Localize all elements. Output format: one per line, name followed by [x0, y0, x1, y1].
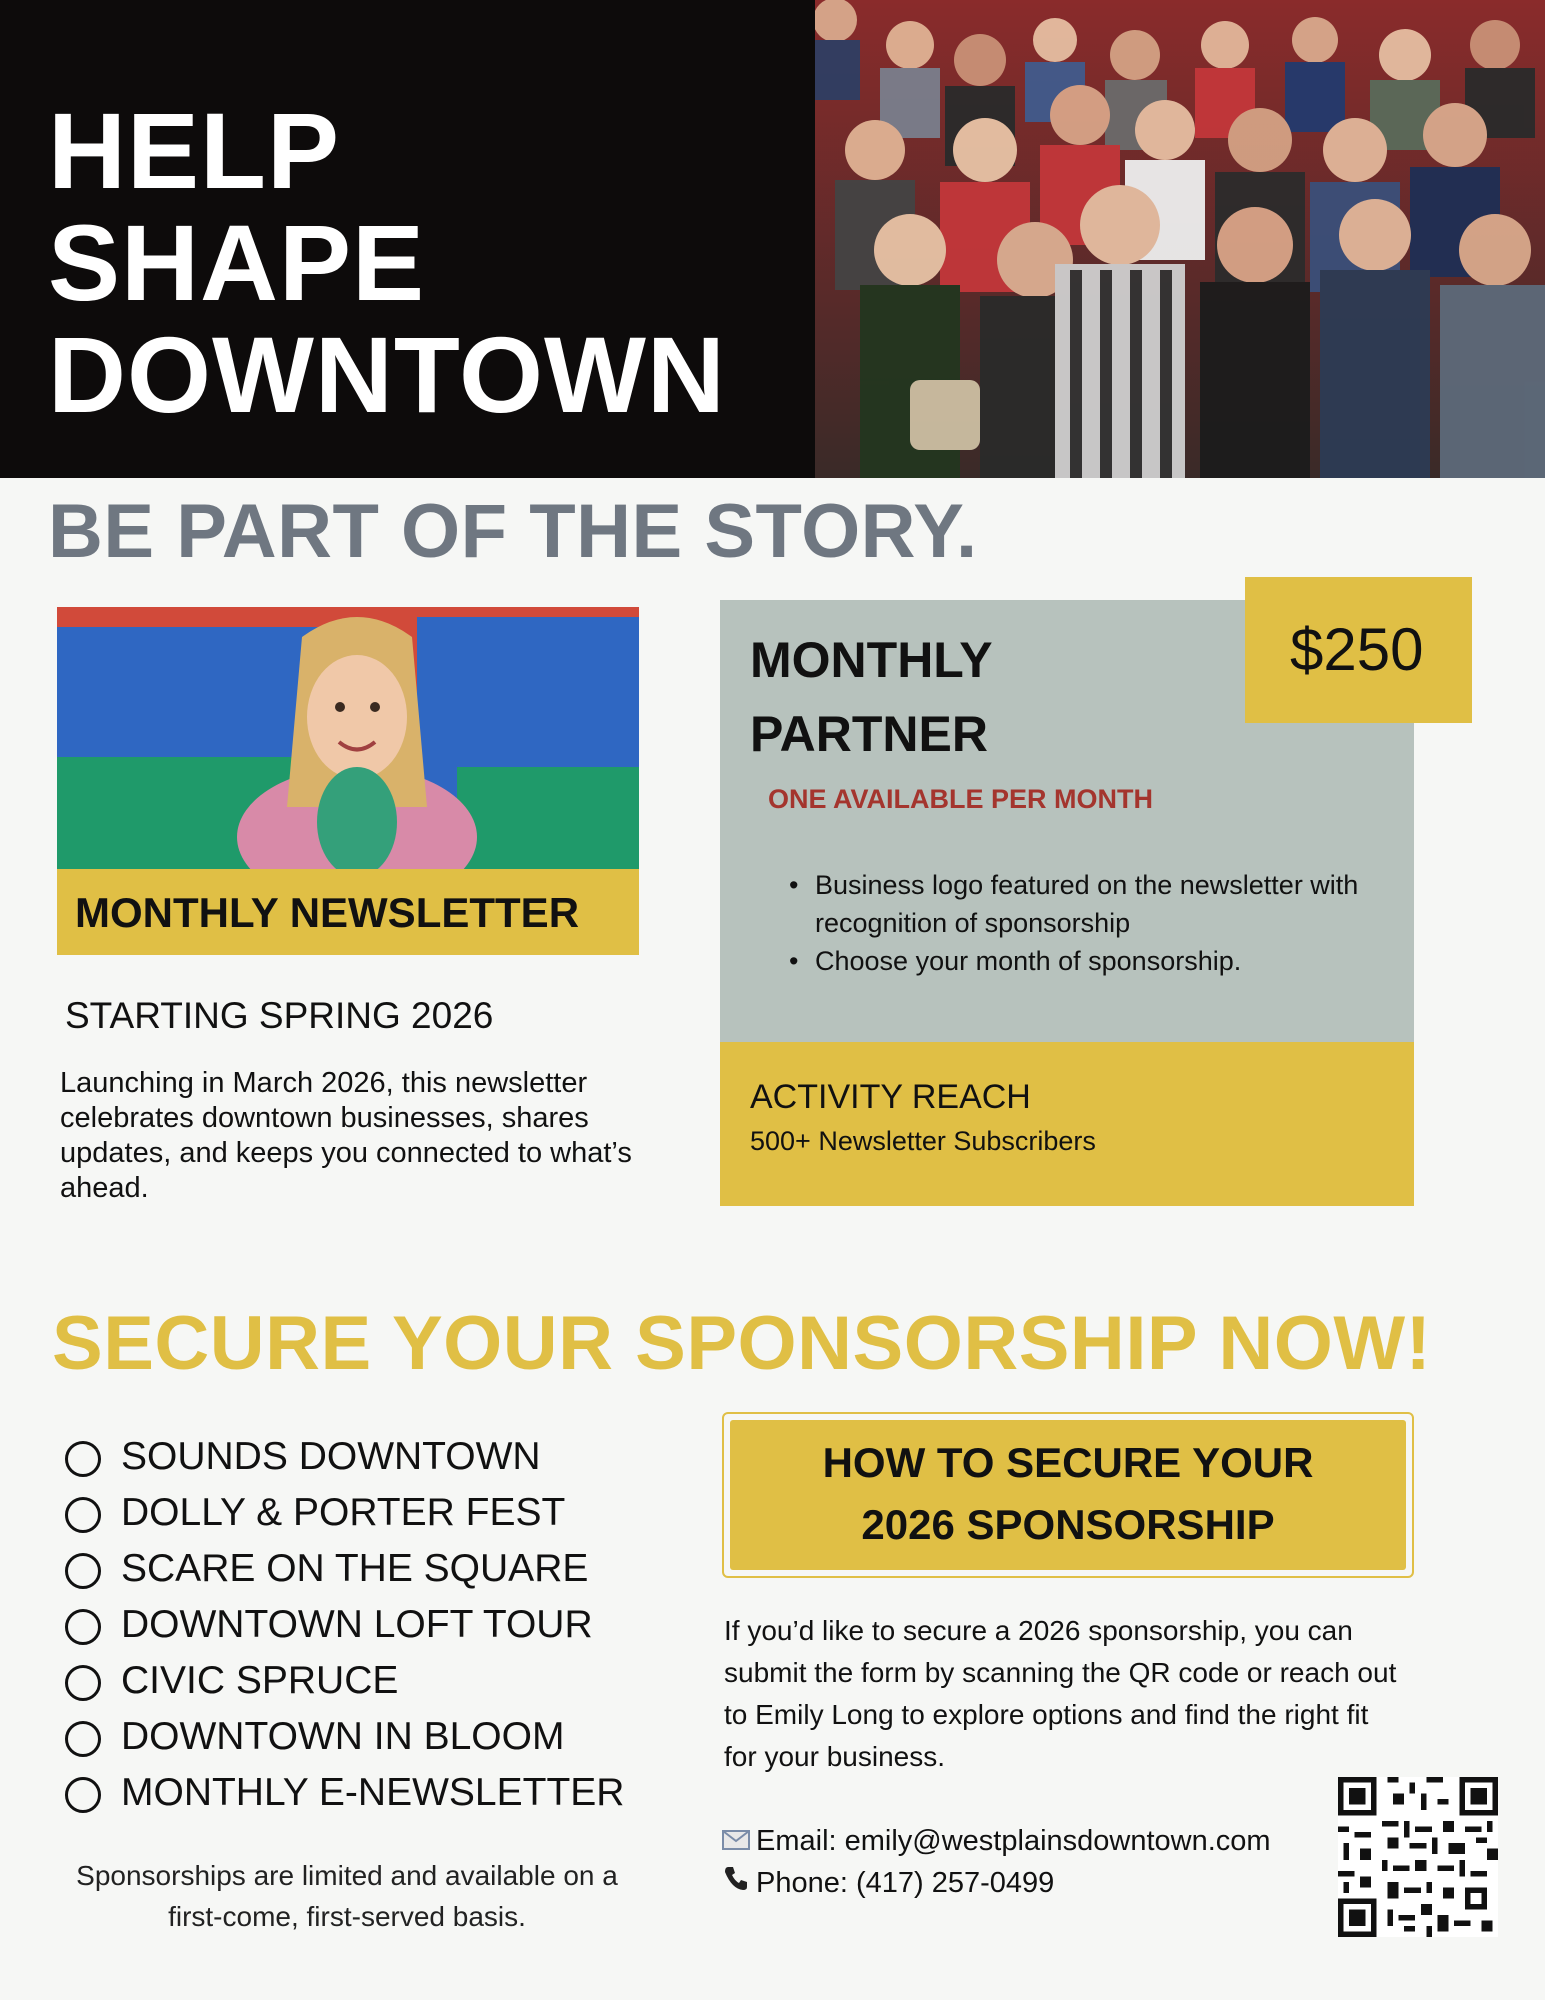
benefit-item: • Business logo featured on the newsletter with recognition of sponsorship [815, 866, 1405, 942]
partner-title [750, 623, 993, 771]
availability-note: ONE AVAILABLE PER MONTH [768, 784, 1154, 814]
event-label: DOLLY & PORTER FEST [121, 1491, 566, 1534]
contact-phone-row[interactable] [722, 1862, 1271, 1904]
hero-title-line: DOWNTOWN [48, 314, 726, 435]
activity-reach-box [720, 1042, 1414, 1206]
radio-icon[interactable] [65, 1441, 101, 1477]
price-label: $250 [1290, 616, 1424, 683]
limited-availability-note: Sponsorships are limited and available on a first-come, first-served basis. [76, 1860, 618, 1932]
event-label: MONTHLY E-NEWSLETTER [121, 1771, 625, 1814]
benefits-list [815, 866, 1405, 980]
cta-heading: SECURE YOUR SPONSORSHIP NOW! [52, 1301, 1432, 1386]
radio-icon[interactable] [65, 1553, 101, 1589]
event-label: SCARE ON THE SQUARE [121, 1547, 589, 1590]
tagline: BE PART OF THE STORY. [48, 489, 978, 574]
newsletter-photo-illustration [57, 607, 639, 869]
crowd-photo-illustration [815, 0, 1545, 478]
event-label: DOWNTOWN LOFT TOUR [121, 1603, 593, 1646]
qr-code[interactable] [1338, 1777, 1498, 1937]
hero-title-line: SHAPE [48, 202, 426, 323]
envelope-icon [722, 1820, 756, 1862]
phone-icon [722, 1862, 756, 1904]
partner-title-line: PARTNER [750, 706, 988, 762]
radio-icon[interactable] [65, 1609, 101, 1645]
price-badge [1245, 577, 1472, 723]
newsletter-description: Launching in March 2026, this newsletter celebrates downtown businesses, shares updates, and keeps you connected to what’s ahead. [60, 1067, 632, 1204]
activity-reach-label: ACTIVITY REACH [750, 1078, 1031, 1116]
howto-body: If you’d like to secure a 2026 sponsorship, you can submit the form by scanning the QR code or reach out to Emily Long to explore options and find the right fit for your business. [724, 1615, 1397, 1772]
hero-title-line: HELP [48, 90, 341, 211]
howto-title-line: 2026 SPONSORSHIP [861, 1501, 1275, 1548]
radio-icon[interactable] [65, 1665, 101, 1701]
crowd-photo [815, 0, 1545, 478]
contact-email-row[interactable] [722, 1820, 1271, 1862]
contact-info [722, 1820, 1271, 1904]
radio-icon[interactable] [65, 1777, 101, 1813]
howto-title-line: HOW TO SECURE YOUR [822, 1439, 1314, 1486]
partner-title-line: MONTHLY [750, 632, 993, 688]
howto-title [730, 1432, 1406, 1556]
event-label: CIVIC SPRUCE [121, 1659, 399, 1702]
newsletter-photo [57, 607, 639, 869]
radio-icon[interactable] [65, 1497, 101, 1533]
contact-phone[interactable]: Phone: (417) 257-0499 [756, 1867, 1055, 1899]
activity-reach-value: 500+ Newsletter Subscribers [750, 1126, 1096, 1156]
contact-email[interactable]: Email: emily@westplainsdowntown.com [756, 1825, 1271, 1857]
radio-icon[interactable] [65, 1721, 101, 1757]
event-label: DOWNTOWN IN BLOOM [121, 1715, 565, 1758]
benefit-item: • Choose your month of sponsorship. [815, 942, 1405, 980]
newsletter-banner-label: MONTHLY NEWSLETTER [75, 889, 580, 936]
qr-code-graphic [1338, 1777, 1498, 1937]
event-label: SOUNDS DOWNTOWN [121, 1435, 541, 1478]
newsletter-start-date: STARTING SPRING 2026 [65, 995, 494, 1036]
hero-title [48, 90, 726, 435]
newsletter-banner [57, 869, 639, 955]
